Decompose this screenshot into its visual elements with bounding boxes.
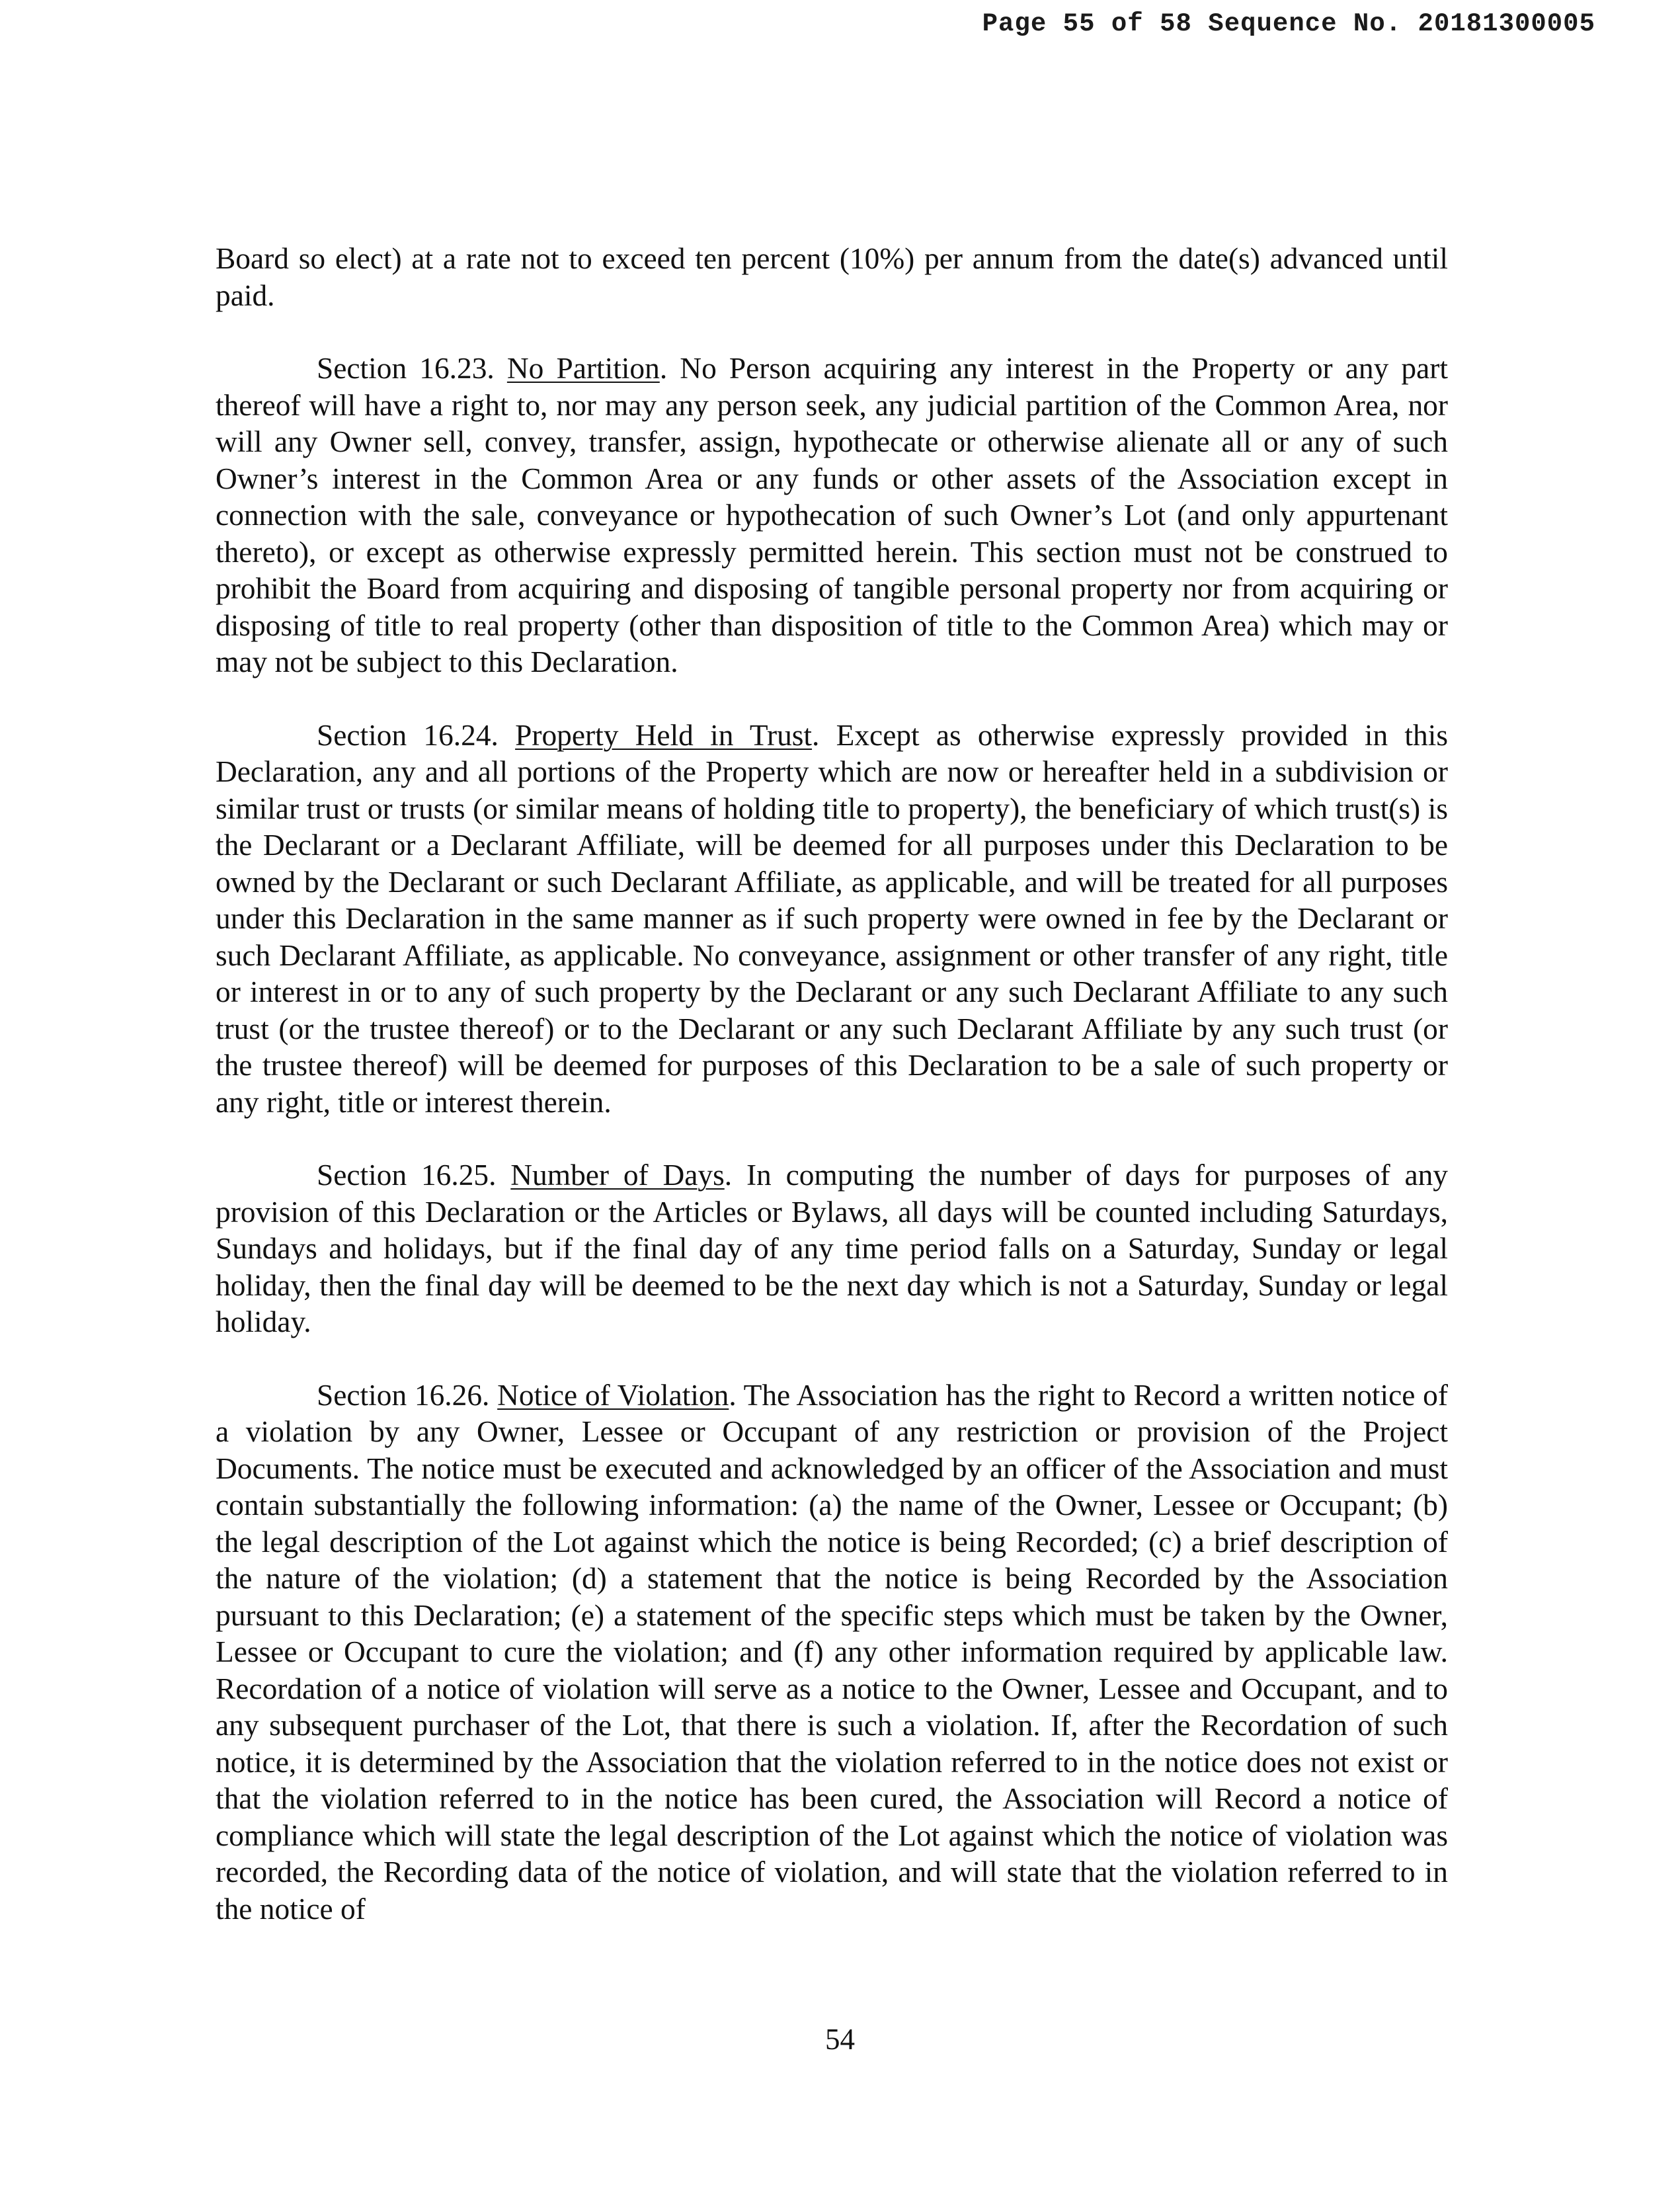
caption-period: . <box>659 352 668 385</box>
paragraph-text: The Association has the right to Record a written notice of a violation by any Owner, Lessee or Occupant of any restriction or provision of the Project Documents. The notice must be executed and acknowledged by an officer of the Association and must contain substantially the following information: (a) the name of the Owner, Lessee or Occupant; (b) the legal description of the Lot against which the notice is being Recorded; (c) a brief description of the nature of the violation; (d) a statement that the notice is being Recorded by the Association pursuant to this Declaration; (e) a statement of the specific steps which must be taken by the Owner, Lessee or Occupant to cure the violation; and (f) any other information required by applicable law. Recordation of a notice of violation will serve as a notice to the Owner, Lessee and Occupant, and to any subsequent purchaser of the Lot, that there is such a violation. If, after the Recordation of such notice, it is determined by the Association that the violation referred to in the notice does not exist or that the violation referred to in the notice has been cured, the Association will Record a notice of compliance which will state the legal description of the Lot against which the notice of violation was recorded, the Recording data of the notice of violation, and will state that the violation referred to in the notice of <box>216 1378 1448 1926</box>
paragraph-text: No Person acquiring any interest in the Property or any part thereof will have a right to, nor may any person seek, any judicial partition of the Common Area, nor will any Owner sell, convey, transfer, assign, hypothecate or otherwise alienate all or any of such Owner’s interest in the Common Area or any funds or other assets of the Association except in connection with the sale, conveyance or hypothecation of such Owner’s Lot (and only appurtenant thereto), or except as otherwise expressly permitted herein. This section must not be construed to prohibit the Board from acquiring and disposing of tangible personal property nor from acquiring or disposing of title to real property (other than disposition of title to the Common Area) which may or may not be subject to this Declaration. <box>216 352 1448 678</box>
section-16-23 <box>216 350 1448 681</box>
section-16-24 <box>216 717 1448 1121</box>
page-number: 54 <box>825 2023 855 2056</box>
paragraph-text: Except as otherwise expressly provided in this Declaration, any and all portions of the Property which are now or hereafter held in a subdivision or similar trust or trusts (or similar means of holding title to property), the beneficiary of which trust(s) is the Declarant or a Declarant Affiliate, will be deemed for all purposes under this Declaration to be owned by the Declarant or such Declarant Affiliate, as applicable, and will be treated for all purposes under this Declaration in the same manner as if such property were owned in fee by the Declarant or such Declarant Affiliate, as applicable. No conveyance, assignment or other transfer of any right, title or interest in or to any of such property by the Declarant or any such Declarant Affiliate to any such trust (or the trustee thereof) or to the Declarant or any such Declarant Affiliate by any such trust (or the trustee thereof) will be deemed for purposes of this Declaration to be a sale of such property or any right, title or interest therein. <box>216 718 1448 1119</box>
paragraph-text: Board so elect) at a rate not to exceed ten percent (10%) per annum from the date(s) advanced until paid. <box>216 242 1448 312</box>
section-16-26 <box>216 1377 1448 1928</box>
paragraph-continuation <box>216 241 1448 314</box>
section-16-25 <box>216 1157 1448 1341</box>
document-body <box>216 241 1448 1964</box>
section-caption: Number of Days <box>510 1159 725 1192</box>
caption-period: . <box>724 1159 733 1192</box>
section-caption: Notice of Violation <box>497 1378 729 1412</box>
caption-period: . <box>812 718 820 752</box>
section-number: Section 16.23. <box>317 352 495 385</box>
page-header: Page 55 of 58 Sequence No. 20181300005 <box>982 9 1595 38</box>
section-caption: No Partition <box>506 352 660 385</box>
section-number: Section 16.24. <box>317 718 499 752</box>
section-caption: Property Held in Trust <box>515 718 813 752</box>
section-number: Section 16.25. <box>317 1159 497 1192</box>
caption-period: . <box>729 1378 737 1412</box>
paragraph-text: In computing the number of days for purposes of any provision of this Declaration or the Articles or Bylaws, all days will be counted including Saturdays, Sundays and holidays, but if the final day of any time period falls on a Saturday, Sunday or legal holiday, then the final day will be deemed to be the next day which is not a Saturday, Sunday or legal holiday. <box>216 1159 1449 1338</box>
section-number: Section 16.26. <box>317 1378 490 1412</box>
